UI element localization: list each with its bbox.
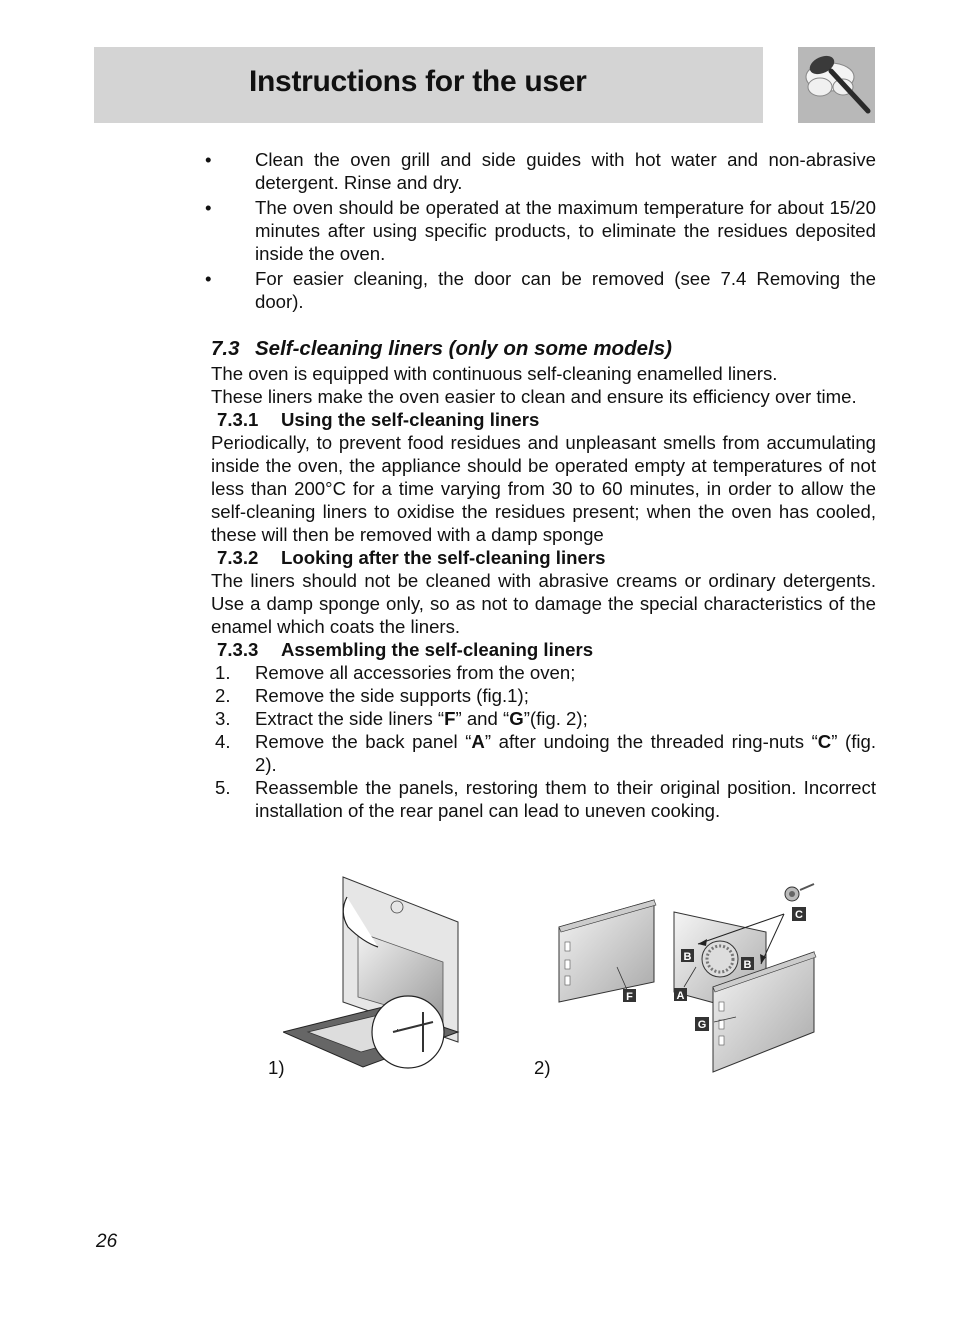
step-text-part: ” after undoing the threaded ring-nuts “ (484, 731, 818, 752)
list-item (205, 148, 876, 194)
step-text-bold: G (509, 708, 524, 729)
step-item (211, 730, 876, 776)
callout-a: A (676, 990, 685, 1002)
step-item (211, 776, 876, 822)
subsection-text: Periodically, to prevent food residues and unpleasant smells from accumulating inside the oven, the appliance should be operated empty at temperatures of not less than 200°C for a time varying from 30 to 60 minutes, in order to allow the self-cleaning liners to oxidise the residues present; when the oven has cooled, these will then be removed with a damp sponge (211, 432, 876, 545)
subsection-number: 7.3.3 (217, 639, 259, 660)
step-text: Reassemble the panels, restoring them to their original position. Incorrect installation of the rear panel can lead to uneven cooking. (255, 777, 876, 821)
header-bar (94, 47, 763, 123)
figure-1-oven-side-supports (283, 872, 463, 1077)
content-body (205, 148, 876, 822)
callout-b-left: B (683, 951, 692, 963)
section-intro-2: These liners make the oven easier to clean and ensure its efficiency over time. (211, 386, 857, 407)
callout-b-right: B (743, 959, 752, 971)
step-number: 4. (215, 731, 231, 752)
step-text-part: Extract the side liners “ (255, 708, 445, 729)
step-text: Remove all accessories from the oven; (255, 662, 576, 683)
section-heading (211, 337, 876, 360)
step-text: Remove the side supports (fig.1); (255, 685, 529, 706)
figure-1-label: 1) (268, 1057, 285, 1078)
bullet-mark: • (205, 149, 212, 170)
step-number: 3. (215, 708, 231, 729)
section-number: 7.3 (211, 337, 240, 360)
subsection-title: Using the self-cleaning liners (281, 409, 540, 430)
step-text-part: Remove the back panel “ (255, 731, 472, 752)
step-text-bold: A (471, 731, 485, 752)
bullet-mark: • (205, 197, 212, 218)
section-title: Self-cleaning liners (only on some models) (255, 337, 672, 360)
callout-f: F (626, 991, 633, 1003)
list-item (205, 267, 876, 313)
step-text-part: ”(fig. 2); (523, 708, 588, 729)
bullet-text: The oven should be operated at the maximum temperature for about 15/20 minutes after using specific products, to eliminate the residues deposited inside the oven. (255, 197, 876, 264)
section-intro-1: The oven is equipped with continuous self-cleaning enamelled liners. (211, 363, 778, 384)
step-item (211, 684, 876, 707)
step-number: 5. (215, 777, 231, 798)
subsection-title: Assembling the self-cleaning liners (281, 639, 594, 660)
step-text (255, 707, 876, 730)
step-text-bold: F (444, 708, 456, 729)
subsection-number: 7.3.1 (217, 409, 259, 430)
bullet-text: For easier cleaning, the door can be removed (see 7.4 Removing the door). (255, 268, 876, 312)
subsection-heading (217, 546, 876, 569)
step-text-bold: C (817, 731, 832, 752)
step-text-part: ” and “ (455, 708, 510, 729)
subsection-heading (217, 638, 876, 661)
subsection-heading (217, 408, 876, 431)
bullet-text: Clean the oven grill and side guides with hot water and non-abrasive detergent. Rinse and dry. (255, 149, 876, 193)
list-item (205, 196, 876, 265)
step-text-part: ” (fig. 2). (255, 731, 876, 775)
chef-spoon-icon (798, 47, 875, 123)
subsection-number: 7.3.2 (217, 547, 259, 568)
step-number: 2. (215, 685, 231, 706)
step-item (211, 661, 876, 684)
step-item (211, 707, 876, 730)
figure-2-liners-exploded (556, 872, 826, 1082)
step-text (255, 730, 876, 776)
callout-c: C (795, 909, 803, 921)
subsection-title: Looking after the self-cleaning liners (281, 547, 606, 568)
svg-text:·: · (396, 1024, 399, 1034)
page-title: Instructions for the user (249, 65, 587, 98)
page-number: 26 (96, 1231, 118, 1252)
callout-g: G (697, 1019, 707, 1031)
step-number: 1. (215, 662, 231, 683)
bullet-mark: • (205, 268, 212, 289)
figure-2-label: 2) (534, 1057, 551, 1078)
subsection-text: The liners should not be cleaned with abrasive creams or ordinary detergents. Use a damp sponge only, so as not to damage the special characteristics of the enamel which coats the liners. (211, 570, 876, 637)
